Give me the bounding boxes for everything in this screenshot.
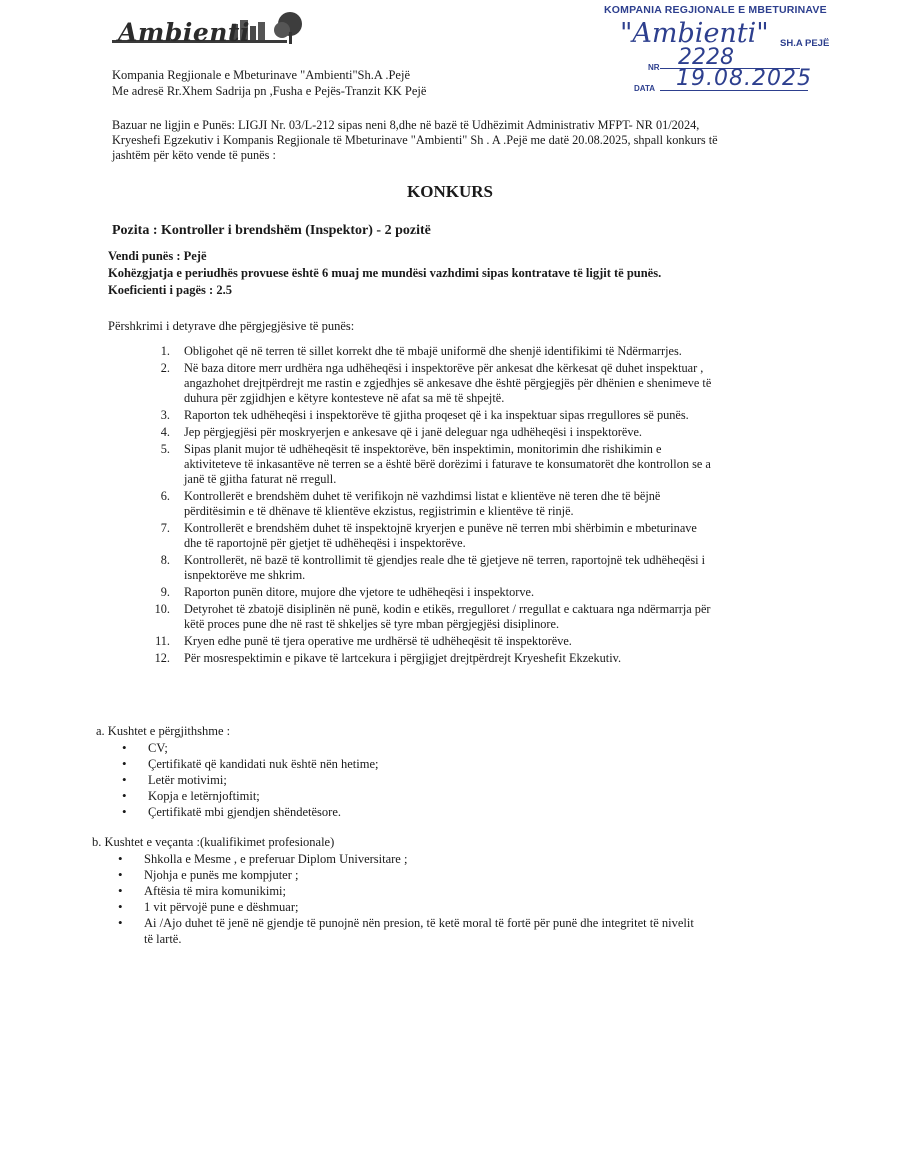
duty-text-line: Obligohet që në terren të sillet korrekt dhe të mbajë uniformë dhe shenjë identifikimi të Ndërmarrjes.: [184, 344, 682, 358]
duty-item: [140, 651, 800, 666]
duty-number: 8.: [160, 553, 170, 567]
duty-text-line: Kontrollerët, në bazë të kontrollimit të gjendjes reale dhe të gjetjeve në terren, raportojnë tek udhëheqësi i: [184, 553, 706, 567]
stamp-name: "Ambienti": [620, 18, 769, 49]
condition-item: • Kopja e letërnjoftimit;: [122, 788, 378, 804]
duty-item: [140, 553, 800, 583]
duty-number: 7.: [160, 521, 170, 535]
duty-item: [140, 634, 800, 649]
duty-item: [140, 408, 800, 423]
stamp-date-value: 19.08.2025: [676, 66, 812, 91]
general-conditions-list: [122, 740, 378, 820]
duty-item: [140, 442, 800, 487]
duty-text-line: Kryen edhe punë të tjera operative me urdhërsë të udhëheqësit të inspektorëve.: [184, 634, 572, 648]
duty-text-line: dhe të raportojnë për gjetjet të udhëheqësi i inspektorëve.: [184, 536, 466, 550]
duty-text-line: Për mosrespektimin e pikave të lartcekura i përgjigjet drejtpërdrejt Kryeshefit Ekzekutiv.: [184, 651, 622, 665]
duty-text-line: angazhohet drejtpërdrejt me rastin e zgjedhjes së ankesave dhe është përgjegjës për dhënien e shenimeve të: [184, 376, 712, 390]
duty-item: [140, 344, 800, 359]
condition-item: të lartë.: [144, 932, 182, 946]
intro-line-1: Bazuar ne ligjin e Punës: LIGJI Nr. 03/L-212 sipas neni 8,dhe në bazë të Udhëzimit Administrativ MFPT- NR 01/2024,: [112, 118, 700, 132]
condition-item: • Çertifikatë që kandidati nuk është nën hetime;: [122, 756, 378, 772]
registration-stamp: [600, 4, 900, 96]
duty-item: [140, 585, 800, 600]
special-conditions-heading: b. Kushtet e veçanta :(kualifikimet profesionale): [92, 835, 335, 849]
duty-number: 11.: [155, 634, 170, 648]
condition-item: • Ai /Ajo duhet të jenë në gjendje të punojnë nën presion, të ketë moral të fortë për punë dhe integritet të nivelit: [118, 915, 818, 931]
condition-item: • CV;: [122, 740, 378, 756]
duty-number: 9.: [160, 585, 170, 599]
stamp-company: KOMPANIA REGJIONALE E MBETURINAVE: [604, 4, 827, 16]
salary-coefficient: Koeficienti i pagës : 2.5: [108, 283, 232, 297]
condition-item: • Aftësia të mira komunikimi;: [118, 883, 818, 899]
stamp-nr-value: 2228: [678, 45, 734, 70]
duty-text-line: këtë proces pune dhe në rast të shkeljes së tyre mban përgjegjësi disiplinore.: [184, 617, 560, 631]
duty-number: 12.: [154, 651, 170, 665]
duty-text-line: janë të gjitha faturat në rregull.: [184, 472, 337, 486]
duties-heading: Përshkrimi i detyrave dhe përgjegjësive të punës:: [108, 319, 355, 333]
duty-number: 6.: [160, 489, 170, 503]
duty-text-line: përditësimin e të dhënave të klientëve ekzistus, regjistrimin e klientëve të rinjë.: [184, 504, 574, 518]
intro-line-3: jashtëm për këto vende të punës :: [112, 148, 276, 162]
stamp-suffix: SH.A PEJË: [780, 38, 830, 49]
company-address: Me adresë Rr.Xhem Sadrija pn ,Fusha e Pejës-Tranzit KK Pejë: [112, 84, 427, 98]
duty-item: [140, 361, 800, 406]
intro-line-2: Kryeshefi Egzekutiv i Kompanis Regjionale të Mbeturinave "Ambienti" Sh . A .Pejë me datë 20.08.2025, shpall konkurs të: [112, 133, 718, 147]
stamp-date-label: DATA: [634, 84, 656, 93]
duty-number: 5.: [160, 442, 170, 456]
condition-item: • 1 vit përvojë pune e dëshmuar;: [118, 899, 818, 915]
duty-text-line: Jep përgjegjësi për moskryerjen e ankesave që i janë deleguar nga udhëheqësi i inspektorëve.: [184, 425, 642, 439]
duty-text-line: Në baza ditore merr urdhëra nga udhëheqësi i inspektorëve për ankesat dhe kërkesat që duhet inspektuar ,: [184, 361, 704, 375]
condition-item: • Letër motivimi;: [122, 772, 378, 788]
condition-item: • Shkolla e Mesme , e preferuar Diplom Universitare ;: [118, 851, 818, 867]
page-title: KONKURS: [407, 182, 493, 201]
special-conditions-list: [118, 851, 818, 947]
duty-item: [140, 602, 800, 632]
probation-period: Kohëzgjatja e periudhës provuese është 6 muaj me mundësi vazhdimi sipas kontratave të ligjit të punës.: [108, 266, 662, 280]
stamp-date-line: [660, 90, 808, 91]
duty-number: 4.: [160, 425, 170, 439]
duty-text-line: isnpektorëve me shkrim.: [184, 568, 306, 582]
duty-number: 2.: [160, 361, 170, 375]
duty-text-line: Sipas planit mujor të udhëheqësit të inspektorëve, bën inspektimin, monitorimin dhe rishikimin e: [184, 442, 662, 456]
condition-item: • Çertifikatë mbi gjendjen shëndetësore.: [122, 804, 378, 820]
duty-number: 3.: [160, 408, 170, 422]
duty-item: [140, 425, 800, 440]
duty-text-line: aktiviteteve të inkasantëve në terren se a është bërë dorëzimi i faturave te konsumatorët dhe kontrollon se a: [184, 457, 711, 471]
duty-text-line: Raporton tek udhëheqësi i inspektorëve të gjitha proqeset që i ka inspektuar sipas rregullores së punës.: [184, 408, 689, 422]
position-title: Pozita : Kontroller i brendshëm (Inspektor) - 2 pozitë: [112, 223, 431, 238]
duty-item: [140, 521, 800, 551]
duties-list: [140, 344, 800, 668]
logo-text: Ambienti: [118, 18, 250, 47]
duty-number: 1.: [160, 344, 170, 358]
duty-number: 10.: [154, 602, 170, 616]
work-place: Vendi punës : Pejë: [108, 249, 207, 263]
general-conditions-heading: a. Kushtet e përgjithshme :: [96, 724, 231, 738]
duty-item: [140, 489, 800, 519]
stamp-nr-label: NR: [648, 63, 660, 72]
duty-text-line: duhura për zgjidhjen e këtyre kontesteve në afat sa më të shpejtë.: [184, 391, 505, 405]
duty-text-line: Kontrollerët e brendshëm duhet të verifikojn në vazhdimsi listat e klientëve në teren dhe të bëjnë: [184, 489, 661, 503]
condition-item: • Njohja e punës me kompjuter ;: [118, 867, 818, 883]
duty-text-line: Detyrohet të zbatojë disiplinën në punë, kodin e etikës, rregulloret / rregullat e caktuara nga ndërmarrja për: [184, 602, 711, 616]
duty-text-line: Raporton punën ditore, mujore dhe vjetore te udhëheqësi i inspektorve.: [184, 585, 535, 599]
duty-text-line: Kontrollerët e brendshëm duhet të inspektojnë kryerjen e punëve në terren mbi shërbimin e mbeturinave: [184, 521, 697, 535]
company-name: Kompania Regjionale e Mbeturinave "Ambienti"Sh.A .Pejë: [112, 68, 410, 82]
